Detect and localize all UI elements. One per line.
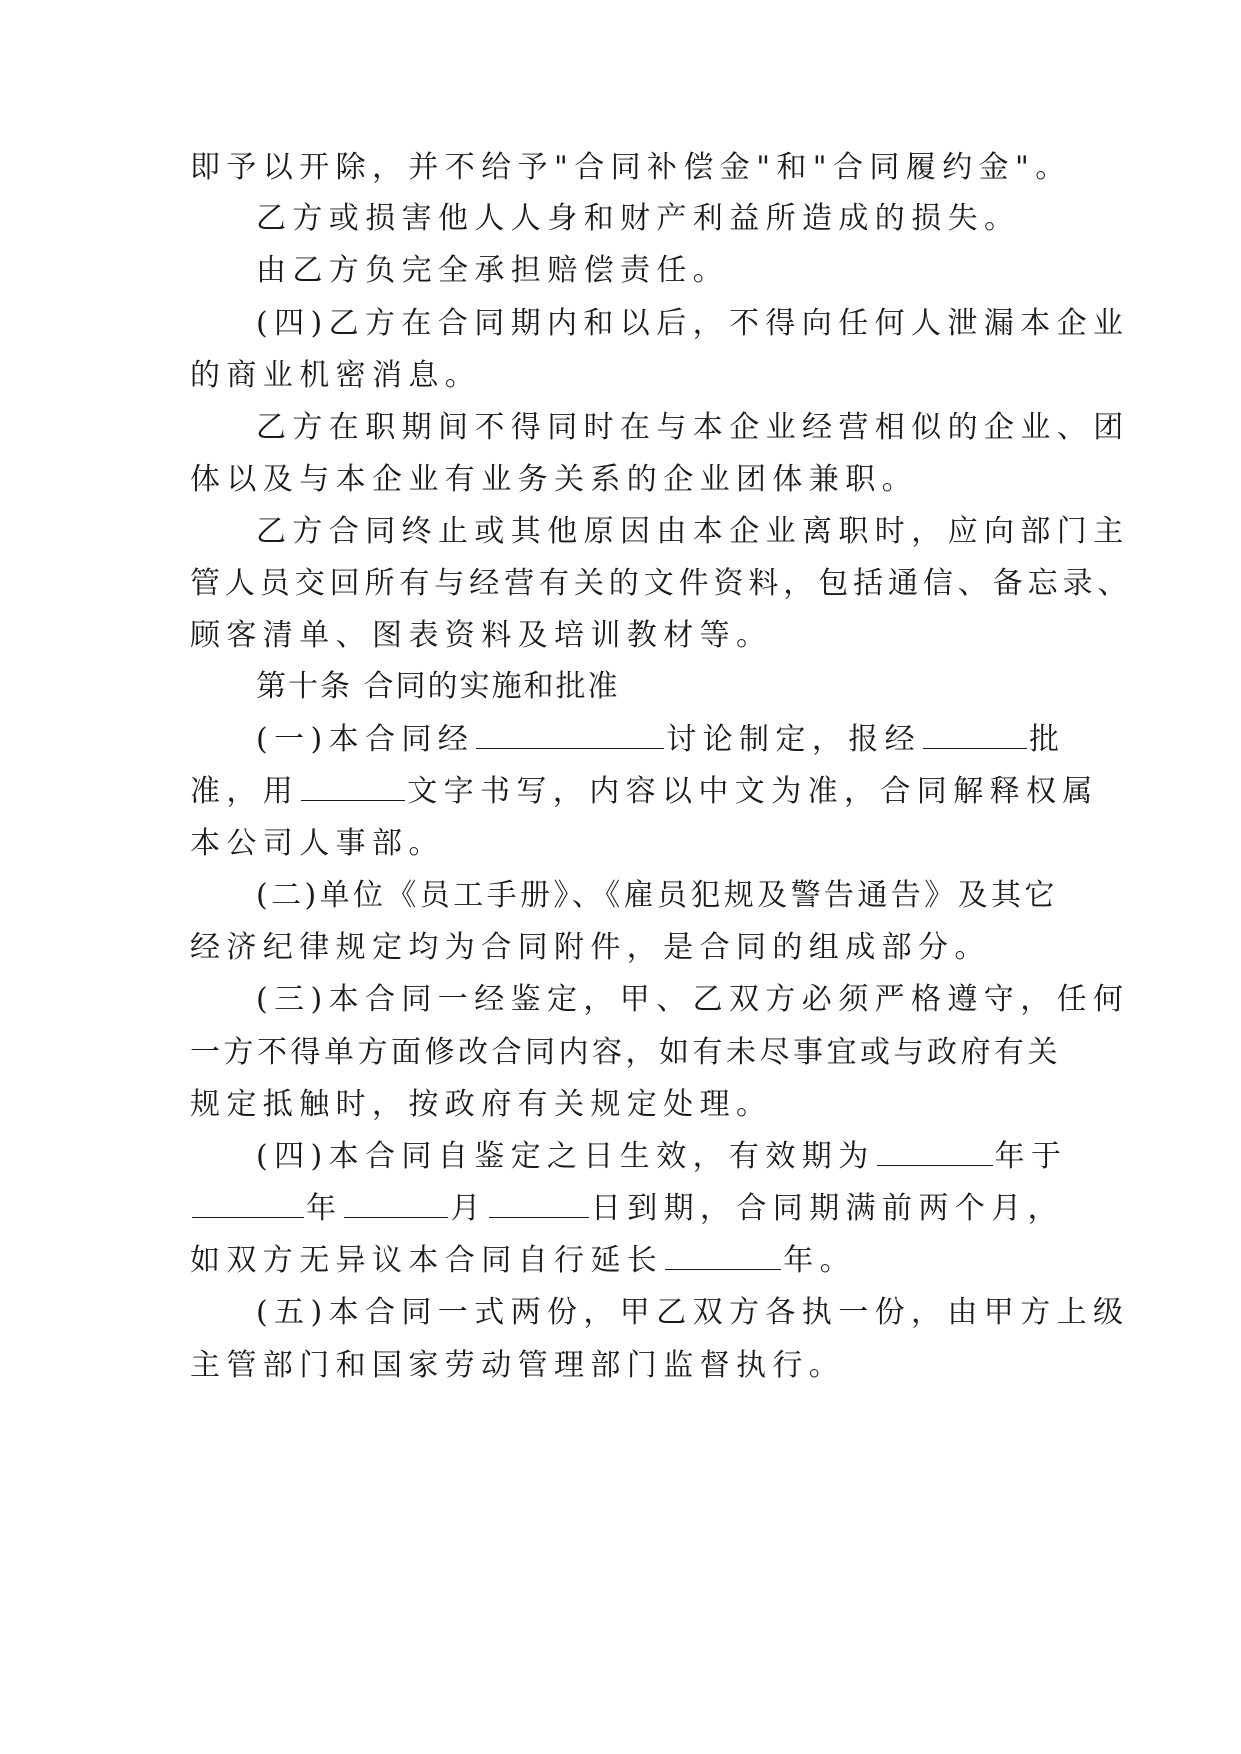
text: 顾客清单、图表资料及培训教材等。 [190,618,773,653]
paragraph-line [256,720,1065,760]
paragraph-line [190,1085,772,1125]
text: 年。 [783,1243,857,1278]
text: 日到期，合同期满前两个月， [590,1191,1065,1226]
text: (五)本合同一式两份，甲乙双方各执一份，由甲方上级 [256,1295,1130,1330]
text: 如双方无异议本合同自行延长 [190,1243,664,1278]
paragraph-line [256,1137,1067,1177]
text: 文字书写，内容以中文为准，合同解释权属 [407,774,1099,809]
paragraph-line [256,876,1058,916]
paragraph-line [190,824,445,864]
text: 本公司人事部。 [190,826,445,861]
text: 年于 [994,1139,1068,1174]
paragraph-line [256,512,1130,552]
paragraph-line [190,1189,1064,1229]
text: 经济纪律规定均为合同附件，是合同的组成部分。 [190,930,991,965]
paragraph-line [190,148,1072,188]
paragraph-line [256,1293,1129,1333]
paragraph-line [190,928,991,968]
text: (二)单位《员工手册》、《雇员犯规及警告通告》及其它 [256,878,1058,913]
paragraph-line [256,408,1130,448]
paragraph-line [190,1241,856,1281]
paragraph-line [256,251,729,291]
paragraph-line [190,772,1099,812]
paragraph-line [190,564,1132,604]
text: (四)本合同自鉴定之日生效，有效期为 [256,1139,875,1174]
text: 乙方合同终止或其他原因由本企业离职时，应向部门主 [256,514,1130,549]
fill-in-blank[interactable] [877,1138,993,1166]
text: (三)本合同一经鉴定，甲、乙双方必须严格遵守，任何 [256,982,1130,1017]
fill-in-blank[interactable] [476,721,664,749]
text: 即予以开除，并不给予"合同补偿金"和"合同履约金"。 [190,150,1072,185]
paragraph-line [256,304,1129,344]
paragraph-line [190,460,918,500]
text: 月 [450,1191,487,1226]
paragraph-line [256,199,1020,239]
text: 体以及与本企业有业务关系的企业团体兼职。 [190,462,918,497]
text: 乙方在职期间不得同时在与本企业经营相似的企业、团 [256,410,1130,445]
text: 的商业机密消息。 [190,358,482,393]
text: 由乙方负完全承担赔偿责任。 [256,253,730,288]
text: (一)本合同经 [256,722,475,757]
text: 讨论制定，报经 [666,722,922,757]
paragraph-line [190,616,772,656]
text: 第十条 合同的实施和批准 [256,669,620,704]
text: 准，用 [190,774,300,809]
text: 管人员交回所有与经营有关的文件资料，包括通信、备忘录、 [190,566,1133,601]
fill-in-blank[interactable] [665,1242,781,1270]
fill-in-blank[interactable] [923,721,1027,749]
text: 年 [306,1191,343,1226]
paragraph-line [190,1033,1061,1073]
paragraph-line [190,1346,845,1386]
fill-in-blank[interactable] [489,1190,589,1218]
text: 主管部门和国家劳动管理部门监督执行。 [190,1348,846,1383]
text: 一方不得单方面修改合同内容，如有未尽事宜或与政府有关 [190,1035,1061,1070]
fill-in-blank[interactable] [192,1190,304,1218]
text: 批 [1029,722,1066,757]
fill-in-blank[interactable] [344,1190,448,1218]
section-heading [256,667,620,707]
text: (四)乙方在合同期内和以后，不得向任何人泄漏本企业 [256,306,1130,341]
paragraph-line [190,356,481,396]
text: 乙方或损害他人人身和财产利益所造成的损失。 [256,201,1021,236]
text: 规定抵触时，按政府有关规定处理。 [190,1087,773,1122]
paragraph-line [256,980,1129,1020]
fill-in-blank[interactable] [301,773,405,801]
